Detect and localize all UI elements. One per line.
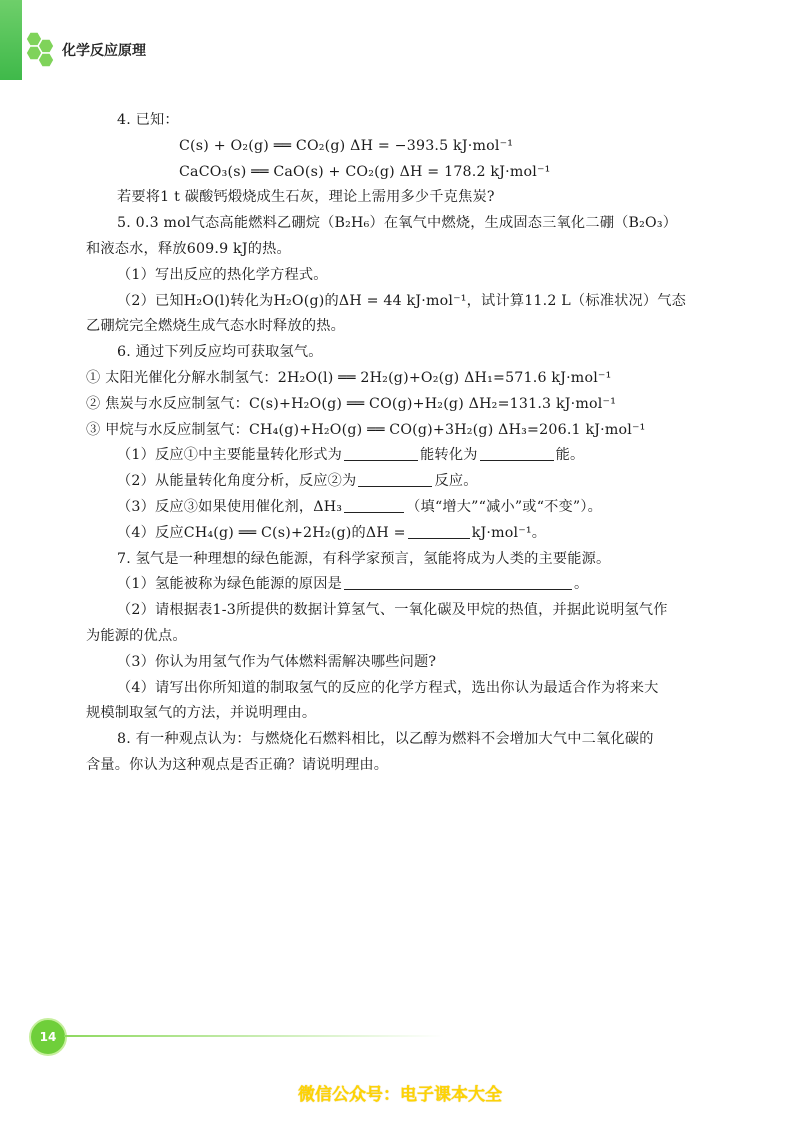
q6-sub-3: （3）反应③如果使用催化剂，ΔH₃ （填“增大”“减小”或“不变”）。 [117,498,603,515]
hexagon-logo-icon [16,28,64,76]
q7-sub-4-b: 规模制取氢气的方法，并说明理由。 [86,705,317,722]
answer-blank[interactable] [344,498,404,513]
q6-reaction-1: ① 太阳光催化分解水制氢气：2H₂O(l) ══ 2H₂(g)+O₂(g) ΔH₁=571.6 kJ·mol⁻¹ [86,369,612,386]
q5-sub-1: （1）写出反应的热化学方程式。 [117,266,328,283]
q6-intro: 6. 通过下列反应均可获取氢气。 [117,344,323,361]
exercise-text [86,108,717,779]
answer-blank[interactable] [408,524,470,539]
q8-text-1: 8. 有一种观点认为：与燃烧化石燃料相比，以乙醇为燃料不会增加大气中二氧化碳的 [117,731,654,748]
q4-equation-1: C(s) + O₂(g) ══ CO₂(g) ΔH = −393.5 kJ·mol⁻¹ [179,137,514,154]
q7-intro: 7. 氢气是一种理想的绿色能源，有科学家预言，氢能将成为人类的主要能源。 [117,550,611,567]
q5-sub-2-a: （2）已知H₂O(l)转化为H₂O(g)的ΔH = 44 kJ·mol⁻¹，试计算11.2 L（标准状况）气态 [117,292,687,309]
book-title: 化学反应原理 [62,43,146,59]
answer-blank[interactable] [480,446,554,461]
q6-reaction-3: ③ 甲烷与水反应制氢气：CH₄(g)+H₂O(g) ══ CO(g)+3H₂(g) ΔH₃=206.1 kJ·mol⁻¹ [86,421,646,438]
q7-sub-4-a: （4）请写出你所知道的制取氢气的反应的化学方程式，选出你认为最适合作为将来大 [117,679,659,696]
q5-text-1: 5. 0.3 mol气态高能燃料乙硼烷（B₂H₆）在氧气中燃烧，生成固态三氧化二硼（B₂O₃） [117,215,678,232]
q6-sub-2: （2）从能量转化角度分析，反应②为 反应。 [117,473,478,490]
q5-sub-2-b: 乙硼烷完全燃烧生成气态水时释放的热。 [86,318,345,335]
q4-intro: 4. 已知： [117,112,179,128]
wechat-watermark: 微信公众号：电子课本大全 [298,1085,502,1105]
q8-text-2: 含量。你认为这种观点是否正确？请说明理由。 [86,756,389,773]
answer-blank[interactable] [358,472,432,487]
q5-text-2: 和液态水，释放609.9 kJ的热。 [86,240,291,257]
q6-sub-4: （4）反应CH₄(g) ══ C(s)+2H₂(g)的ΔH = kJ·mol⁻¹。 [117,524,547,541]
q7-sub-2-a: （2）请根据表1-3所提供的数据计算氢气、一氧化碳及甲烷的热值，并据此说明氢气作 [117,602,668,619]
q6-reaction-2: ② 焦炭与水反应制氢气：C(s)+H₂O(g) ══ CO(g)+H₂(g) ΔH₂=131.3 kJ·mol⁻¹ [86,395,617,412]
q6-sub-1: （1）反应①中主要能量转化形式为 能转化为 能。 [117,447,585,464]
page-number: 14 [29,1018,67,1056]
q7-sub-1: （1）氢能被称为绿色能源的原因是 。 [117,576,589,593]
answer-blank[interactable] [344,446,418,461]
q7-sub-3: （3）你认为用氢气作为气体燃料需解决哪些问题? [117,653,437,670]
footer-divider [64,1035,444,1037]
answer-blank[interactable] [344,575,572,590]
q4-question: 若要将1 t 碳酸钙煅烧成生石灰，理论上需用多少千克焦炭? [117,189,495,206]
q4-equation-2: CaCO₃(s) ══ CaO(s) + CO₂(g) ΔH = 178.2 kJ·mol⁻¹ [179,163,551,180]
q7-sub-2-b: 为能源的优点。 [86,627,187,644]
